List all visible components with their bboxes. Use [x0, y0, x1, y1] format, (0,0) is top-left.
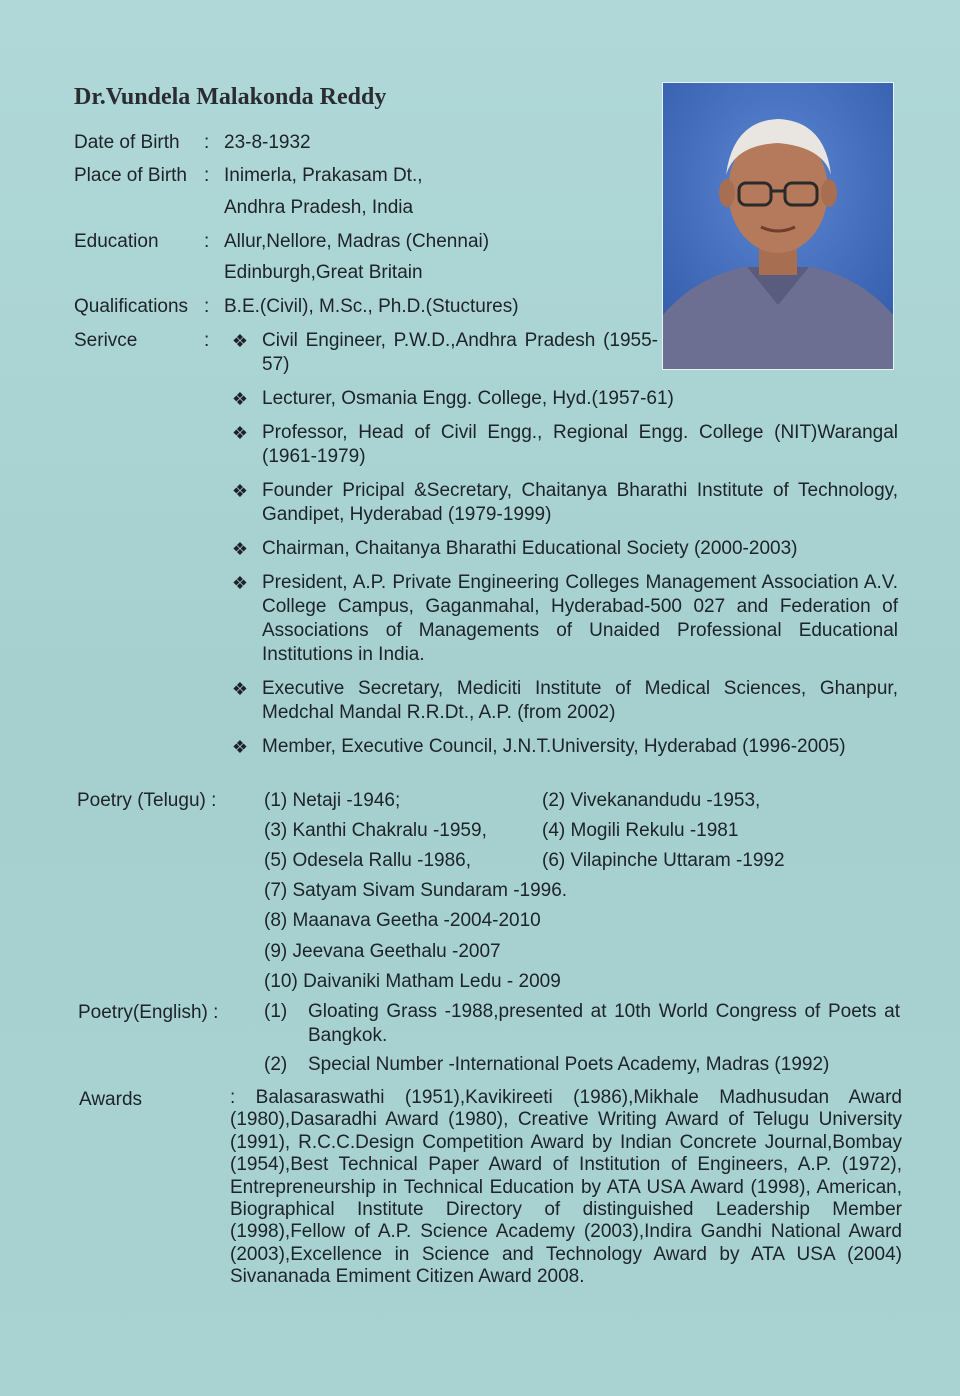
service-item: ❖ Civil Engineer, P.W.D.,Andhra Pradesh (1955-57)	[228, 329, 658, 377]
diamond-bullet-icon: ❖	[231, 389, 249, 409]
poem-item: (7) Satyam Sivam Sundaram -1996.	[264, 880, 568, 901]
diamond-bullet-icon: ❖	[231, 331, 249, 351]
colon: :	[204, 231, 210, 252]
person-name: Dr.Vundela Malakonda Reddy	[74, 84, 387, 110]
education-label: Education	[74, 231, 159, 252]
service-item: ❖ Chairman, Chaitanya Bharathi Educational Society (2000-2003)	[228, 537, 898, 561]
colon: :	[204, 132, 210, 153]
poem-item: (4) Mogili Rekulu -1981	[542, 820, 739, 841]
colon: :	[204, 296, 210, 317]
service-item: ❖ Lecturer, Osmania Engg. College, Hyd.(1957-61)	[228, 387, 898, 411]
service-item: ❖ President, A.P. Private Engineering Colleges Management Association A.V. College Campus, Gaganmahal, Hyderabad-500 027 and Federation of Associations of Managements of Unaided Professional Educational Institutions in India.	[228, 571, 898, 667]
poem-item: (10) Daivaniki Matham Ledu - 2009	[264, 971, 561, 992]
diamond-bullet-icon: ❖	[231, 737, 249, 757]
service-item: ❖ Founder Pricipal &Secretary, Chaitanya Bharathi Institute of Technology, Gandipet, Hyderabad (1979-1999)	[228, 479, 898, 527]
dob-label: Date of Birth	[74, 132, 180, 153]
diamond-bullet-icon: ❖	[231, 573, 249, 593]
colon: :	[204, 330, 210, 351]
poem-item: (1) Gloating Grass -1988,presented at 10th World Congress of Poets at Bangkok.	[264, 1001, 900, 1046]
poem-item: (2) Vivekanandudu -1953,	[542, 790, 761, 811]
poem-item: (3) Kanthi Chakralu -1959,	[264, 820, 487, 841]
pob-value-1: Inimerla, Prakasam Dt.,	[224, 165, 423, 186]
service-item: ❖ Member, Executive Council, J.N.T.University, Hyderabad (1996-2005)	[228, 735, 898, 759]
qualifications-value: B.E.(Civil), M.Sc., Ph.D.(Stuctures)	[224, 296, 519, 317]
service-label: Serivce	[74, 330, 138, 351]
poem-item: (6) Vilapinche Uttaram -1992	[542, 850, 785, 871]
diamond-bullet-icon: ❖	[231, 481, 249, 501]
poem-item: (9) Jeevana Geethalu -2007	[264, 941, 501, 962]
diamond-bullet-icon: ❖	[231, 679, 249, 699]
poetry-english-label: Poetry(English) :	[78, 1002, 219, 1023]
poem-item: (5) Odesela Rallu -1986,	[264, 850, 471, 871]
poem-item: (1) Netaji -1946;	[264, 790, 401, 811]
service-item: ❖ Professor, Head of Civil Engg., Regional Engg. College (NIT)Warangal (1961-1979)	[228, 421, 898, 469]
pob-value-2: Andhra Pradesh, India	[224, 197, 414, 218]
poem-item: (2) Special Number -International Poets Academy, Madras (1992)	[264, 1054, 830, 1075]
service-item: ❖ Executive Secretary, Mediciti Institute of Medical Sciences, Ghanpur, Medchal Mandal R.R.Dt., A.P. (from 2002)	[228, 677, 898, 725]
poem-item: (8) Maanava Geetha -2004-2010	[264, 910, 541, 931]
portrait-photo	[662, 82, 894, 370]
pob-label: Place of Birth	[74, 165, 187, 186]
education-value-1: Allur,Nellore, Madras (Chennai)	[224, 231, 490, 252]
education-value-2: Edinburgh,Great Britain	[224, 262, 423, 283]
colon: :	[204, 165, 210, 186]
diamond-bullet-icon: ❖	[231, 423, 249, 443]
poetry-telugu-label: Poetry (Telugu) :	[77, 790, 217, 811]
diamond-bullet-icon: ❖	[231, 539, 249, 559]
awards-text: : Balasaraswathi (1951),Kavikireeti (1986),Mikhale Madhusudan Award (1980),Dasaradhi Award (1980), Creative Writing Award of Telugu University (1991), R.C.C.Design Competition Award by Indian Concrete Journal,Bombay (1954),Best Technical Paper Award of Institution of Engineers, A.P. (1972), Entrepreneurship in Technical Education by ATA USA Award (1998), American, Biographical Institute Directory of distinguished Leadership Member (1998),Fellow of A.P. Science Academy (2003),Indira Gandhi National Award (2003),Excellence in Science and Technology Award by ATA USA (2004) Sivananada Emiment Citizen Award 2008.	[230, 1087, 902, 1288]
qualifications-label: Qualifications	[74, 296, 189, 317]
dob-value: 23-8-1932	[224, 132, 311, 153]
awards-label: Awards	[79, 1089, 143, 1110]
